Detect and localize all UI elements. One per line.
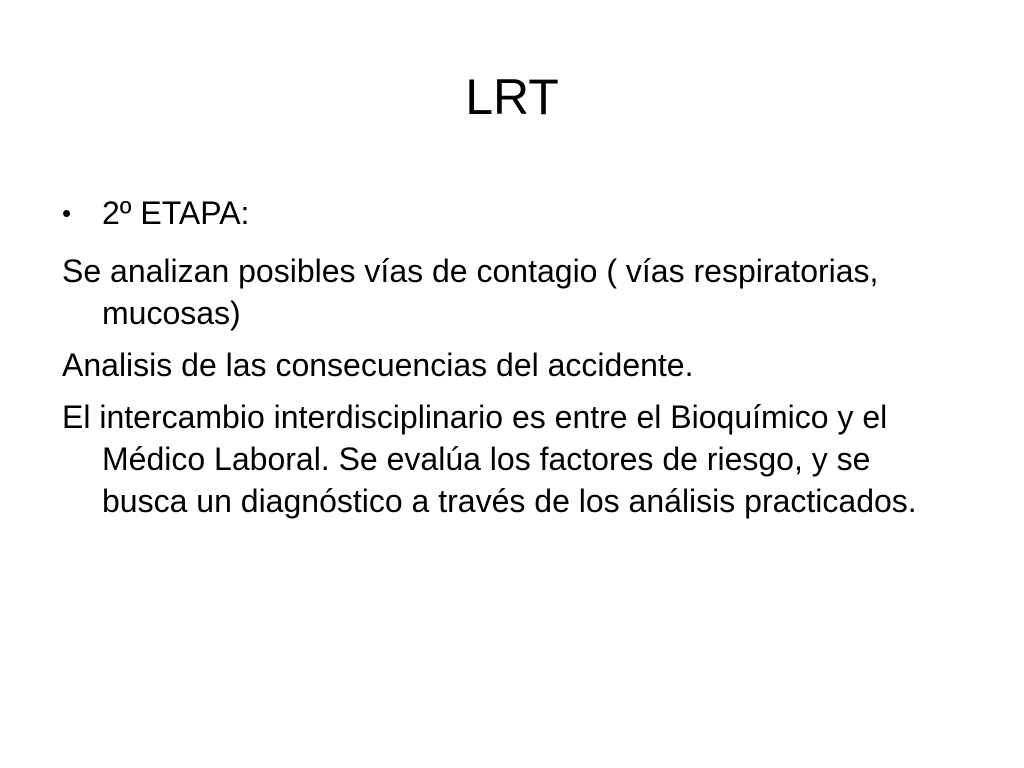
bullet-item [62, 192, 962, 234]
paragraph-contagion: Se analizan posibles vías de contagio ( vías respiratorias, mucosas) [62, 253, 879, 331]
slide-content [62, 192, 962, 532]
slide-title: LRT [465, 69, 559, 125]
bullet-icon: • [62, 198, 72, 228]
paragraph-consequences: Analisis de las consecuencias del accidente. [62, 347, 694, 383]
paragraph-interdisciplinary: El intercambio interdisciplinario es entre el Bioquímico y el Médico Laboral. Se evalúa los factores de riesgo, y se busca un diagnóstico a través de los análisis practicados. [62, 399, 917, 519]
bullet-text: 2º ETAPA: [102, 195, 250, 231]
